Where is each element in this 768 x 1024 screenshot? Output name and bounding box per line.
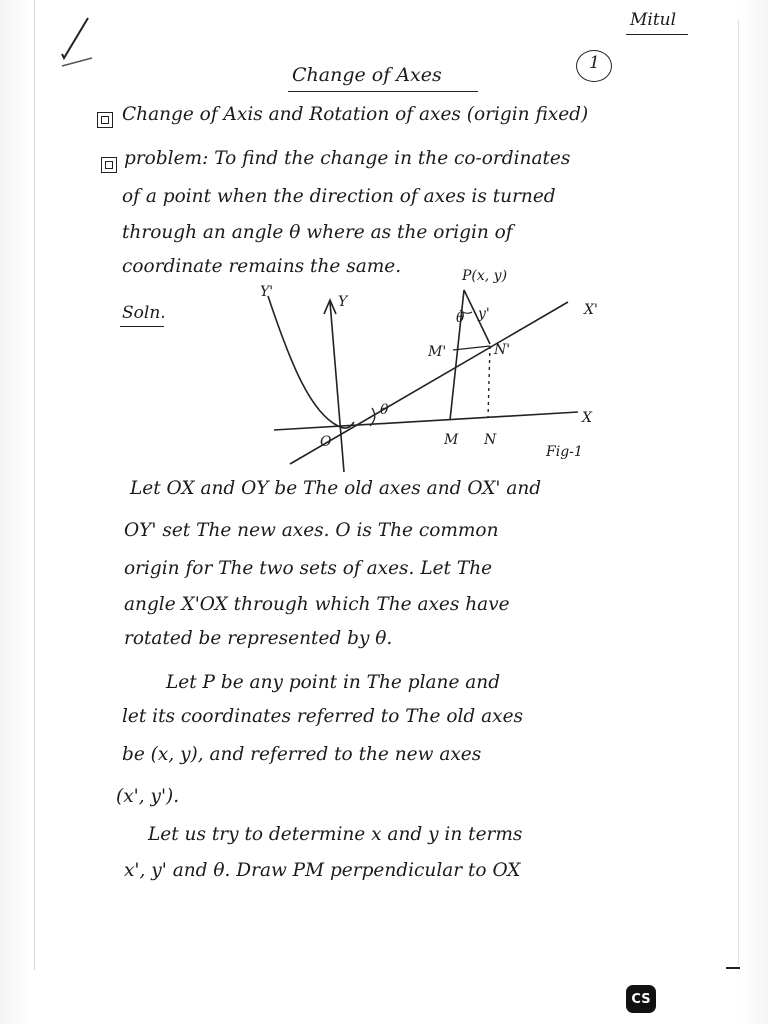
- label-point-p: P(x, y): [462, 268, 508, 284]
- page-number: 1: [589, 53, 600, 73]
- problem-line-4: coordinate remains the same.: [122, 256, 402, 277]
- author-name: Mitul: [630, 10, 677, 30]
- label-x-prime-axis: X': [584, 302, 598, 318]
- paragraph-line-9: (x', y').: [116, 786, 180, 807]
- label-x-axis: X: [582, 410, 592, 426]
- paragraph-line-10: Let us try to determine x and y in terms: [148, 824, 523, 845]
- label-theta: θ: [380, 402, 389, 418]
- paragraph-line-2: OY' set The new axes. O is The common: [124, 520, 499, 541]
- problem-line-1: problem: To find the change in the co-ordinates: [124, 148, 571, 169]
- margin-line: [34, 0, 35, 970]
- problem-line-3: through an angle θ where as the origin of: [122, 222, 513, 243]
- rotation-figure: [250, 262, 650, 480]
- problem-box-icon: [101, 157, 117, 173]
- paragraph-line-5: rotated be represented by θ.: [124, 628, 393, 649]
- label-m: M: [444, 432, 459, 448]
- camscanner-logo-icon: CS: [626, 985, 656, 1013]
- paragraph-line-7: let its coordinates referred to The old axes: [122, 706, 524, 727]
- right-edge-line: [738, 20, 739, 965]
- x-axis-line: [274, 412, 578, 430]
- paragraph-line-1: Let OX and OY be The old axes and OX' and: [130, 478, 542, 499]
- paragraph-line-11: x', y' and θ. Draw PM perpendicular to OX: [124, 860, 521, 881]
- dash-mark: [726, 967, 740, 969]
- y-axis-line: [330, 302, 344, 472]
- paragraph-line-3: origin for The two sets of axes. Let The: [124, 558, 493, 579]
- problem-line-2: of a point when the direction of axes is turned: [122, 186, 556, 207]
- label-fig: Fig-1: [546, 444, 583, 460]
- y-prime-axis-curve: [268, 296, 354, 428]
- label-y-prime-small: y': [478, 306, 490, 322]
- label-y-axis: Y: [338, 294, 348, 310]
- title-underline: [288, 91, 478, 92]
- label-origin: O: [320, 434, 332, 450]
- label-theta-small: θ: [456, 310, 465, 326]
- paragraph-line-4: angle X'OX through which The axes have: [124, 594, 510, 615]
- solution-underline: [120, 326, 164, 327]
- section-box-icon: [97, 112, 113, 128]
- label-m-prime: M': [428, 344, 447, 360]
- label-n-prime: N': [494, 342, 511, 358]
- n-dashed-line: [488, 346, 490, 418]
- paragraph-line-6: Let P be any point in The plane and: [166, 672, 501, 693]
- label-n: N: [484, 432, 497, 448]
- page-title: Change of Axes: [292, 64, 442, 86]
- paragraph-line-8: be (x, y), and referred to the new axes: [122, 744, 482, 765]
- tick-mark-icon: [58, 14, 98, 74]
- solution-label: Soln.: [122, 303, 166, 323]
- label-y-prime-axis: Y': [260, 284, 274, 300]
- author-underline: [626, 34, 688, 35]
- section-heading: Change of Axis and Rotation of axes (origin fixed): [122, 104, 589, 125]
